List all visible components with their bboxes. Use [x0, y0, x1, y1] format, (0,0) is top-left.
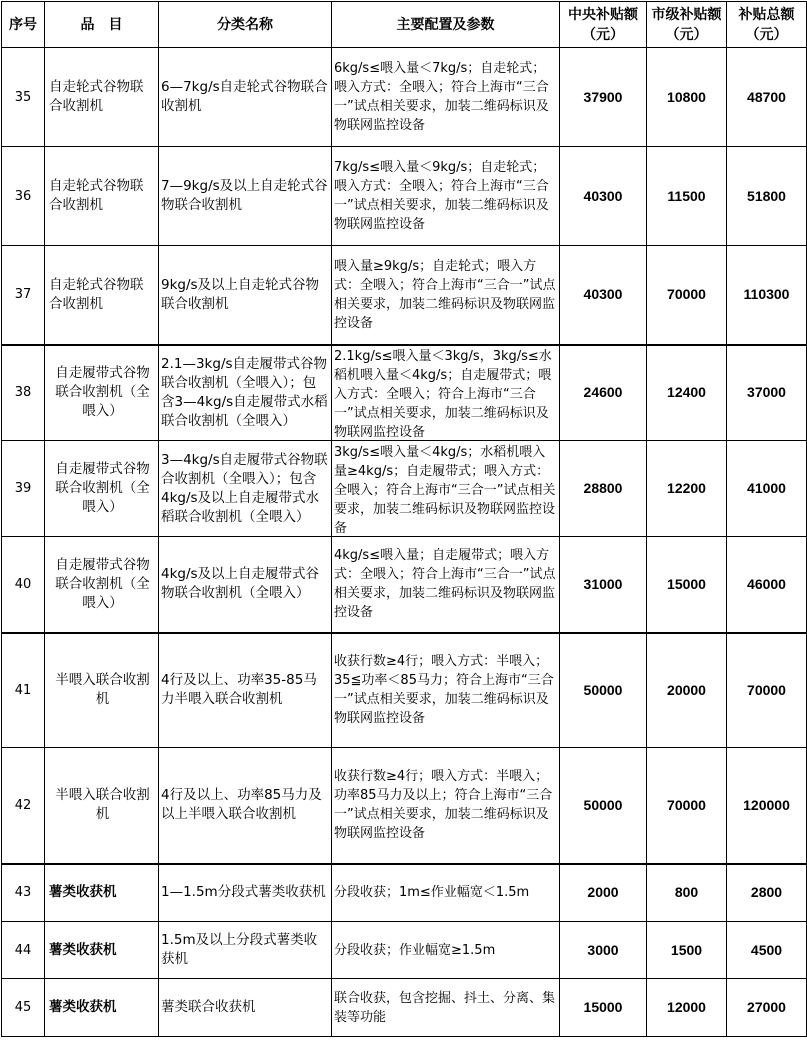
row-item: 半喂入联合收割机	[45, 633, 159, 748]
table-row	[2, 48, 807, 147]
table-row	[2, 246, 807, 345]
row-spec	[332, 748, 560, 864]
header-row	[2, 2, 807, 48]
table-row	[2, 864, 807, 922]
row-total: 110300	[727, 246, 807, 345]
row-spec-text: 收获行数≥4行；喂入方式：半喂入；35≦功率＜85马力；符合上海市“三合一”试点相关要求，加装二维码标识及物联网监控设备	[334, 654, 554, 727]
row-spec	[332, 441, 560, 537]
row-item: 自走履带式谷物联合收割机（全喂入）	[45, 537, 159, 633]
row-city: 12400	[647, 345, 727, 441]
subsidy-table	[1, 1, 807, 1037]
row-item: 薯类收获机	[45, 864, 159, 922]
row-spec	[332, 633, 560, 748]
row-category: 6—7kg/s自走轮式谷物联合收割机	[159, 48, 332, 147]
row-city: 12000	[647, 979, 727, 1037]
row-no: 42	[2, 748, 45, 864]
row-central: 50000	[560, 748, 647, 864]
row-no: 35	[2, 48, 45, 147]
row-category: 1—1.5m分段式薯类收获机	[159, 864, 332, 922]
table-row	[2, 922, 807, 979]
row-city: 10800	[647, 48, 727, 147]
row-item: 自走轮式谷物联合收割机	[45, 48, 159, 147]
row-total: 4500	[727, 922, 807, 979]
row-city: 12200	[647, 441, 727, 537]
row-total: 51800	[727, 147, 807, 246]
row-no: 38	[2, 345, 45, 441]
row-spec	[332, 147, 560, 246]
row-city: 20000	[647, 633, 727, 748]
row-no: 39	[2, 441, 45, 537]
row-spec	[332, 48, 560, 147]
row-category: 薯类联合收获机	[159, 979, 332, 1037]
row-city: 1500	[647, 922, 727, 979]
table-row	[2, 345, 807, 441]
row-spec-text: 3kg/s≤喂入量＜4kg/s；水稻机喂入量≥4kg/s；自走履带式；喂入方式：全喂入；符合上海市“三合一”试点相关要求，加装二维码标识及物联网监控设备	[334, 444, 556, 535]
row-central: 50000	[560, 633, 647, 748]
row-spec	[332, 345, 560, 441]
row-city: 70000	[647, 748, 727, 864]
row-item: 薯类收获机	[45, 979, 159, 1037]
row-total: 27000	[727, 979, 807, 1037]
row-central: 24600	[560, 345, 647, 441]
row-no: 41	[2, 633, 45, 748]
row-category: 1.5m及以上分段式薯类收获机	[159, 922, 332, 979]
row-spec	[332, 864, 560, 922]
table-row	[2, 147, 807, 246]
row-spec-text: 6kg/s≤喂入量＜7kg/s；自走轮式；喂入方式：全喂入；符合上海市“三合一”试点相关要求，加装二维码标识及物联网监控设备	[334, 61, 549, 133]
row-no: 37	[2, 246, 45, 345]
row-category: 4行及以上、功率35-85马力半喂入联合收割机	[159, 633, 332, 748]
row-category: 9kg/s及以上自走轮式谷物联合收割机	[159, 246, 332, 345]
row-central: 40300	[560, 147, 647, 246]
row-total: 2800	[727, 864, 807, 922]
row-category: 2.1—3kg/s自走履带式谷物联合收割机（全喂入）；包含3—4kg/s自走履带式水稻联合收割机（全喂入）	[159, 345, 332, 441]
row-no: 36	[2, 147, 45, 246]
row-city: 70000	[647, 246, 727, 345]
table-row	[2, 441, 807, 537]
row-total: 70000	[727, 633, 807, 748]
header-item: 品 目	[45, 2, 159, 48]
row-spec-text: 收获行数≥4行；喂入方式：半喂入；功率85马力及以上；符合上海市“三合一”试点相关要求，加装二维码标识及物联网监控设备	[334, 769, 553, 842]
table-row	[2, 537, 807, 633]
row-spec-text: 喂入量≥9kg/s；自走轮式；喂入方式：全喂入；符合上海市“三合一”试点相关要求，加装二维码标识及物联网监控设备	[334, 258, 556, 331]
table-row	[2, 979, 807, 1037]
row-spec-text: 2.1kg/s≤喂入量＜3kg/s，3kg/s≤水稻机喂入量＜4kg/s；自走履带式；喂入方式：全喂入；符合上海市“三合一”试点相关要求，加装二维码标识及物联网监控设备	[334, 348, 552, 439]
row-total: 120000	[727, 748, 807, 864]
row-category: 7—9kg/s及以上自走轮式谷物联合收割机	[159, 147, 332, 246]
row-central: 2000	[560, 864, 647, 922]
row-spec	[332, 922, 560, 979]
row-spec-text: 分段收获；作业幅宽≥1.5m	[334, 942, 496, 958]
row-category: 3—4kg/s自走履带式谷物联合收割机（全喂入）；包含4kg/s及以上自走履带式水稻联合收割机（全喂入）	[159, 441, 332, 537]
row-total: 41000	[727, 441, 807, 537]
row-no: 43	[2, 864, 45, 922]
row-city: 15000	[647, 537, 727, 633]
table-row	[2, 633, 807, 748]
header-central-subsidy: 中央补贴额（元）	[560, 2, 647, 48]
row-city: 11500	[647, 147, 727, 246]
row-total: 48700	[727, 48, 807, 147]
row-spec-text: 7kg/s≤喂入量＜9kg/s；自走轮式；喂入方式：全喂入；符合上海市“三合一”试点相关要求，加装二维码标识及物联网监控设备	[334, 160, 549, 232]
row-central: 3000	[560, 922, 647, 979]
row-no: 45	[2, 979, 45, 1037]
row-spec	[332, 246, 560, 345]
row-central: 40300	[560, 246, 647, 345]
header-city-subsidy: 市级补贴额（元）	[647, 2, 727, 48]
header-no: 序号	[2, 2, 45, 48]
header-spec: 主要配置及参数	[332, 2, 560, 48]
header-total-subsidy: 补贴总额（元）	[727, 2, 807, 48]
row-spec	[332, 979, 560, 1037]
row-item: 薯类收获机	[45, 922, 159, 979]
row-spec-text: 4kg/s≤喂入量；自走履带式；喂入方式：全喂入；符合上海市“三合一”试点相关要求，加装二维码标识及物联网监控设备	[334, 548, 556, 621]
row-item: 半喂入联合收割机	[45, 748, 159, 864]
row-central: 37900	[560, 48, 647, 147]
row-total: 37000	[727, 345, 807, 441]
row-category: 4kg/s及以上自走履带式谷物联合收割机（全喂入）	[159, 537, 332, 633]
row-item: 自走履带式谷物联合收割机（全喂入）	[45, 441, 159, 537]
row-no: 40	[2, 537, 45, 633]
row-category: 4行及以上、功率85马力及以上半喂入联合收割机	[159, 748, 332, 864]
row-item: 自走轮式谷物联合收割机	[45, 246, 159, 345]
row-spec-text: 联合收获，包含挖掘、抖土、分离、集装等功能	[334, 990, 556, 1025]
row-spec-text: 分段收获；1m≤作业幅宽＜1.5m	[334, 885, 530, 901]
row-item: 自走轮式谷物联合收割机	[45, 147, 159, 246]
row-item: 自走履带式谷物联合收割机（全喂入）	[45, 345, 159, 441]
row-total: 46000	[727, 537, 807, 633]
header-category: 分类名称	[159, 2, 332, 48]
row-central: 31000	[560, 537, 647, 633]
row-central: 28800	[560, 441, 647, 537]
row-spec	[332, 537, 560, 633]
row-central: 15000	[560, 979, 647, 1037]
row-city: 800	[647, 864, 727, 922]
row-no: 44	[2, 922, 45, 979]
table-row	[2, 748, 807, 864]
